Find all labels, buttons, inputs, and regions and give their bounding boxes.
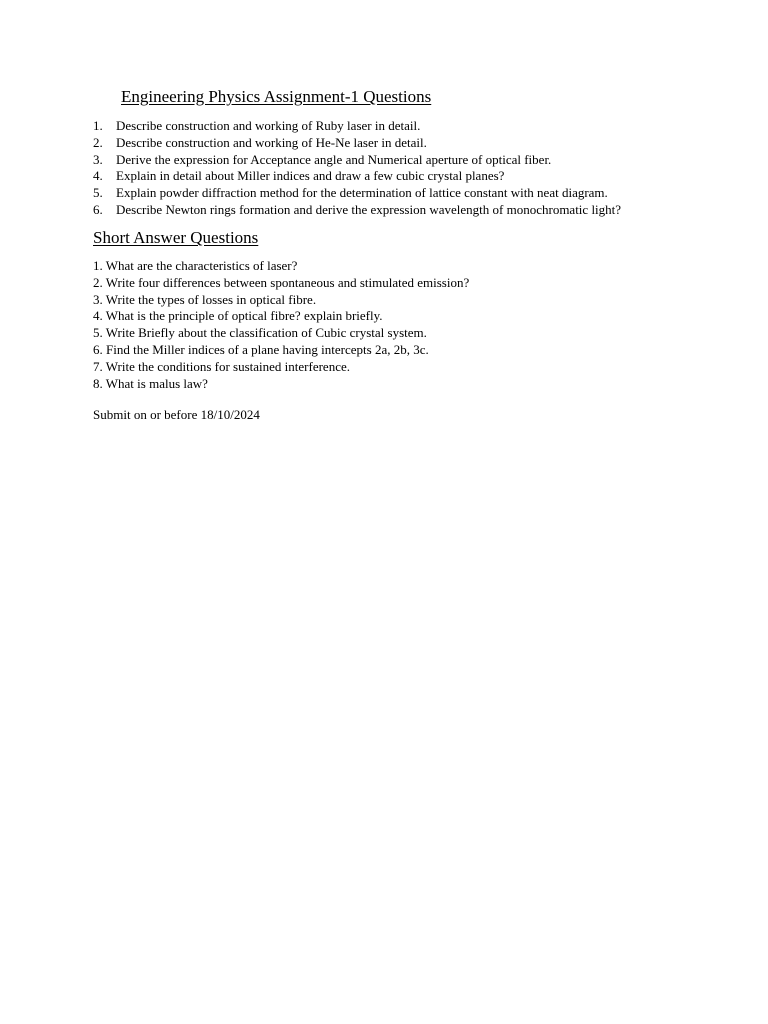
submission-deadline: Submit on or before 18/10/2024 <box>93 407 260 422</box>
list-item <box>93 135 621 152</box>
list-item: 2. Write four differences between spontaneous and stimulated emission? <box>93 274 470 290</box>
list-item <box>93 152 621 169</box>
list-item <box>93 202 621 219</box>
page-title: Engineering Physics Assignment-1 Questions <box>121 87 432 106</box>
item-text: Describe construction and working of He-Ne laser in detail. <box>116 134 427 150</box>
list-item <box>93 168 621 185</box>
item-number: 5. <box>93 185 103 201</box>
item-text: Explain powder diffraction method for the determination of lattice constant with neat diagram. <box>116 185 608 201</box>
item-text: Describe construction and working of Ruby laser in detail. <box>116 118 421 133</box>
short-answer-heading: Short Answer Questions <box>93 228 259 247</box>
list-item: 8. What is malus law? <box>93 375 208 391</box>
list-item: 3. Write the types of losses in optical fibre. <box>93 291 317 307</box>
list-item <box>93 118 621 135</box>
item-number: 4. <box>93 168 103 184</box>
item-text: Derive the expression for Acceptance angle and Numerical aperture of optical fiber. <box>116 151 552 167</box>
item-number: 6. <box>93 201 103 217</box>
list-item: 4. What is the principle of optical fibre? explain briefly. <box>93 308 383 324</box>
item-number: 3. <box>93 151 103 167</box>
list-item: 7. Write the conditions for sustained interference. <box>93 358 350 374</box>
item-number: 2. <box>93 134 103 150</box>
long-questions-list <box>93 118 621 219</box>
list-item: 6. Find the Miller indices of a plane having intercepts 2a, 2b, 3c. <box>93 341 429 357</box>
list-item: 1. What are the characteristics of laser? <box>93 258 298 273</box>
item-text: Explain in detail about Miller indices and draw a few cubic crystal planes? <box>116 168 505 184</box>
item-number: 1. <box>93 118 103 133</box>
short-questions-list <box>93 258 469 392</box>
list-item <box>93 185 621 202</box>
item-text: Describe Newton rings formation and derive the expression wavelength of monochromatic light? <box>116 201 622 217</box>
list-item: 5. Write Briefly about the classification of Cubic crystal system. <box>93 325 427 341</box>
